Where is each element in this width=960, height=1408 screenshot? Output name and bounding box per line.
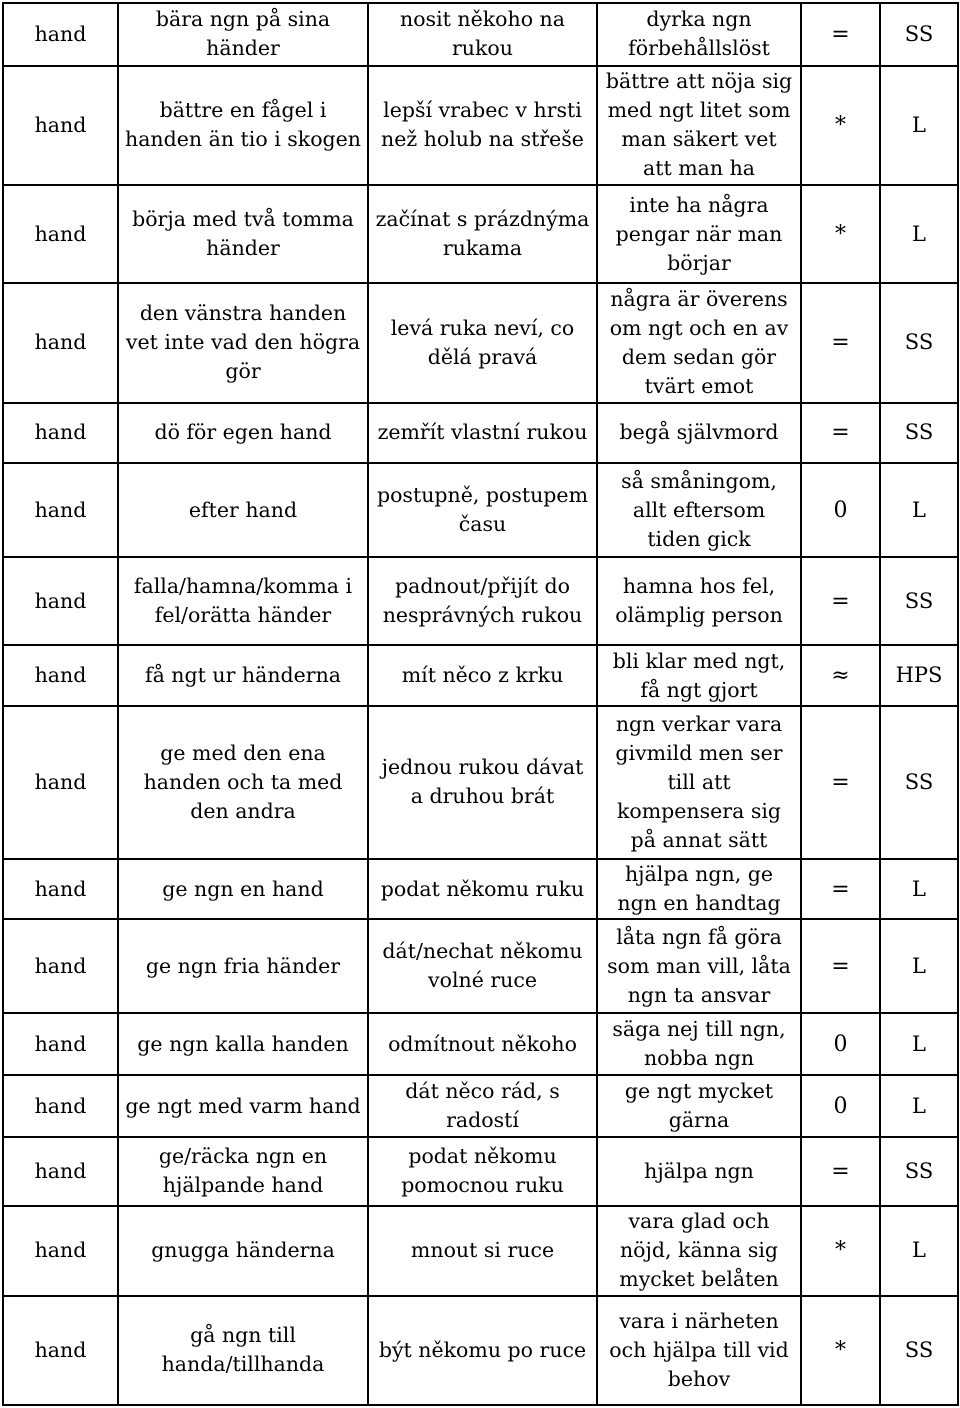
table-row [3, 859, 958, 920]
swedish-idiom-cell: ge ngn kalla handen [118, 1013, 368, 1075]
headword-cell: hand [3, 1206, 118, 1296]
source-code-cell: L [880, 463, 958, 557]
czech-equivalent-cell: podat někomu pomocnou ruku [368, 1137, 597, 1206]
swedish-idiom-cell: ge/räcka ngn en hjälpande hand [118, 1137, 368, 1206]
czech-equivalent-cell: jednou rukou dávat a druhou brát [368, 706, 597, 859]
czech-equivalent-cell: odmítnout někoho [368, 1013, 597, 1075]
equivalence-symbol-cell: * [801, 1206, 880, 1296]
meaning-cell: vara glad och nöjd, känna sig mycket belåten [597, 1206, 801, 1296]
equivalence-symbol-cell: ≈ [801, 645, 880, 706]
source-code-cell: SS [880, 1137, 958, 1206]
headword-cell: hand [3, 706, 118, 859]
meaning-cell: säga nej till ngn, nobba ngn [597, 1013, 801, 1075]
table-row [3, 283, 958, 402]
table-row [3, 403, 958, 464]
meaning-cell: inte ha några pengar när man börjar [597, 185, 801, 283]
headword-cell: hand [3, 1137, 118, 1206]
equivalence-symbol-cell: * [801, 1296, 880, 1405]
meaning-cell: så småningom, allt eftersom tiden gick [597, 463, 801, 557]
equivalence-symbol-cell: = [801, 706, 880, 859]
source-code-cell: L [880, 919, 958, 1013]
table-row [3, 3, 958, 66]
swedish-idiom-cell: bära ngn på sina händer [118, 3, 368, 66]
table-row [3, 1013, 958, 1075]
swedish-idiom-cell: dö för egen hand [118, 403, 368, 464]
swedish-idiom-cell: falla/hamna/komma i fel/orätta händer [118, 557, 368, 645]
meaning-cell: begå självmord [597, 403, 801, 464]
czech-equivalent-cell: dát/nechat někomu volné ruce [368, 919, 597, 1013]
source-code-cell: SS [880, 283, 958, 402]
idiom-table-body [3, 3, 958, 1405]
czech-equivalent-cell: levá ruka neví, co dělá pravá [368, 283, 597, 402]
meaning-cell: dyrka ngn förbehållslöst [597, 3, 801, 66]
equivalence-symbol-cell: 0 [801, 463, 880, 557]
equivalence-symbol-cell: = [801, 557, 880, 645]
source-code-cell: SS [880, 557, 958, 645]
source-code-cell: SS [880, 1296, 958, 1405]
swedish-idiom-cell: ge med den ena handen och ta med den andra [118, 706, 368, 859]
equivalence-symbol-cell: = [801, 283, 880, 402]
headword-cell: hand [3, 66, 118, 185]
headword-cell: hand [3, 1075, 118, 1137]
headword-cell: hand [3, 859, 118, 920]
headword-cell: hand [3, 557, 118, 645]
source-code-cell: L [880, 859, 958, 920]
swedish-idiom-cell: börja med två tomma händer [118, 185, 368, 283]
headword-cell: hand [3, 463, 118, 557]
headword-cell: hand [3, 283, 118, 402]
czech-equivalent-cell: podat někomu ruku [368, 859, 597, 920]
table-row [3, 1137, 958, 1206]
czech-equivalent-cell: být někomu po ruce [368, 1296, 597, 1405]
source-code-cell: HPS [880, 645, 958, 706]
meaning-cell: bli klar med ngt, få ngt gjort [597, 645, 801, 706]
meaning-cell: hjälpa ngn [597, 1137, 801, 1206]
equivalence-symbol-cell: = [801, 919, 880, 1013]
source-code-cell: L [880, 1075, 958, 1137]
meaning-cell: ngn verkar vara givmild men ser till att kompensera sig på annat sätt [597, 706, 801, 859]
source-code-cell: SS [880, 706, 958, 859]
swedish-idiom-cell: få ngt ur händerna [118, 645, 368, 706]
source-code-cell: SS [880, 3, 958, 66]
table-row [3, 1296, 958, 1405]
equivalence-symbol-cell: * [801, 185, 880, 283]
meaning-cell: låta ngn få göra som man vill, låta ngn ta ansvar [597, 919, 801, 1013]
swedish-idiom-cell: ge ngn en hand [118, 859, 368, 920]
meaning-cell: hjälpa ngn, ge ngn en handtag [597, 859, 801, 920]
source-code-cell: SS [880, 403, 958, 464]
source-code-cell: L [880, 1206, 958, 1296]
czech-equivalent-cell: mnout si ruce [368, 1206, 597, 1296]
swedish-idiom-cell: bättre en fågel i handen än tio i skogen [118, 66, 368, 185]
headword-cell: hand [3, 3, 118, 66]
czech-equivalent-cell: dát něco rád, s radostí [368, 1075, 597, 1137]
czech-equivalent-cell: začínat s prázdnýma rukama [368, 185, 597, 283]
equivalence-symbol-cell: = [801, 1137, 880, 1206]
swedish-idiom-cell: ge ngn fria händer [118, 919, 368, 1013]
equivalence-symbol-cell: = [801, 403, 880, 464]
equivalence-symbol-cell: * [801, 66, 880, 185]
source-code-cell: L [880, 66, 958, 185]
table-row [3, 66, 958, 185]
table-row [3, 1075, 958, 1137]
source-code-cell: L [880, 185, 958, 283]
czech-equivalent-cell: lepší vrabec v hrsti než holub na střeše [368, 66, 597, 185]
source-code-cell: L [880, 1013, 958, 1075]
swedish-idiom-cell: efter hand [118, 463, 368, 557]
czech-equivalent-cell: zemřít vlastní rukou [368, 403, 597, 464]
czech-equivalent-cell: mít něco z krku [368, 645, 597, 706]
table-row [3, 645, 958, 706]
swedish-idiom-cell: ge ngt med varm hand [118, 1075, 368, 1137]
headword-cell: hand [3, 919, 118, 1013]
meaning-cell: ge ngt mycket gärna [597, 1075, 801, 1137]
headword-cell: hand [3, 403, 118, 464]
idiom-table [2, 2, 959, 1406]
czech-equivalent-cell: postupně, postupem času [368, 463, 597, 557]
equivalence-symbol-cell: = [801, 3, 880, 66]
table-row [3, 185, 958, 283]
meaning-cell: vara i närheten och hjälpa till vid behov [597, 1296, 801, 1405]
czech-equivalent-cell: padnout/přijít do nesprávných rukou [368, 557, 597, 645]
headword-cell: hand [3, 1296, 118, 1405]
swedish-idiom-cell: gå ngn till handa/tillhanda [118, 1296, 368, 1405]
equivalence-symbol-cell: = [801, 859, 880, 920]
table-row [3, 919, 958, 1013]
meaning-cell: hamna hos fel, olämplig person [597, 557, 801, 645]
meaning-cell: bättre att nöja sig med ngt litet som man säkert vet att man ha [597, 66, 801, 185]
table-row [3, 463, 958, 557]
swedish-idiom-cell: den vänstra handen vet inte vad den högra gör [118, 283, 368, 402]
table-row [3, 706, 958, 859]
equivalence-symbol-cell: 0 [801, 1013, 880, 1075]
table-row [3, 557, 958, 645]
headword-cell: hand [3, 185, 118, 283]
table-row [3, 1206, 958, 1296]
swedish-idiom-cell: gnugga händerna [118, 1206, 368, 1296]
meaning-cell: några är överens om ngt och en av dem sedan gör tvärt emot [597, 283, 801, 402]
headword-cell: hand [3, 645, 118, 706]
headword-cell: hand [3, 1013, 118, 1075]
czech-equivalent-cell: nosit někoho na rukou [368, 3, 597, 66]
equivalence-symbol-cell: 0 [801, 1075, 880, 1137]
